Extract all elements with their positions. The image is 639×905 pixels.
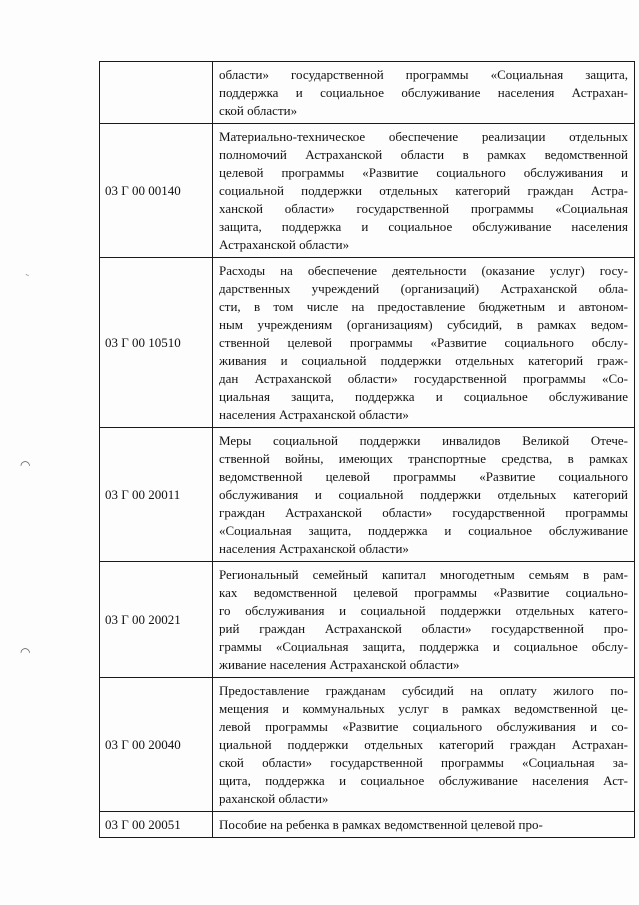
description-line: раханской области» (219, 791, 329, 806)
table-body (100, 62, 635, 838)
description-line: сти, в том числе на предоставление бюджетным и автоном- (219, 299, 628, 314)
target-article-code: 03 Г 00 20021 (100, 562, 213, 678)
description-line: Меры социальной поддержки инвалидов Великой Отече- (219, 433, 628, 448)
expense-description (213, 62, 635, 124)
target-article-code: 03 Г 00 20051 (100, 812, 213, 838)
expense-description (213, 678, 635, 812)
description-line: «Социальная защита, поддержка и социальное обслуживание (219, 523, 628, 538)
description-line: полномочий Астраханской области в рамках ведомственной (219, 147, 628, 162)
expense-description (213, 812, 635, 838)
expense-description (213, 258, 635, 428)
description-line: граммы «Социальная защита, поддержка и социальное обслу- (219, 639, 628, 654)
table-row (100, 562, 635, 678)
description-line: населения Астраханской области» (219, 407, 409, 422)
description-line: социальной поддержки отдельных категорий граждан Астра- (219, 183, 628, 198)
expense-description (213, 124, 635, 258)
description-line: Пособие на ребенка в рамках ведомственной целевой про- (219, 817, 543, 832)
expense-description (213, 428, 635, 562)
description-line: ханской области» государственной программы «Социальная (219, 201, 628, 216)
description-line: дарственных учреждений (организаций) Астраханской обла- (219, 281, 628, 296)
target-article-code: 03 Г 00 00140 (100, 124, 213, 258)
target-article-code: 03 Г 00 20040 (100, 678, 213, 812)
description-line: ведомственной целевой программы «Развитие социального (219, 469, 628, 484)
table-row (100, 678, 635, 812)
target-article-code: 03 Г 00 20011 (100, 428, 213, 562)
description-line: целевой программы «Развитие социального обслуживания и (219, 165, 628, 180)
description-line: левой программы «Развитие социального обслуживания и со- (219, 719, 628, 734)
description-line: рий граждан Астраханской области» государственной про- (219, 621, 628, 636)
target-article-code: 03 Г 00 10510 (100, 258, 213, 428)
expense-description (213, 562, 635, 678)
description-line: ках ведомственной целевой программы «Развитие социально- (219, 585, 628, 600)
description-line: ственной войны, имеющих транспортные средства, в рамках (219, 451, 628, 466)
description-line: ской области» государственной программы «Социальная за- (219, 755, 628, 770)
description-line: щита, поддержка и социальное обслуживание населения Аст- (219, 773, 628, 788)
description-line: населения Астраханской области» (219, 541, 409, 556)
description-line: граждан Астраханской области» государственной программы (219, 505, 628, 520)
description-line: Расходы на обеспечение деятельности (оказание услуг) госу- (219, 263, 628, 278)
description-line: области» государственной программы «Социальная защита, (219, 67, 628, 82)
description-line: мещения и коммунальных услуг в рамках ведомственной це- (219, 701, 628, 716)
margin-speck: ᵗ (23, 272, 35, 279)
table-row (100, 258, 635, 428)
description-line: живания и социальной поддержки отдельных категорий граж- (219, 353, 628, 368)
description-line: циальная защита, поддержка и социальное обслуживание (219, 389, 628, 404)
description-line: обслуживания и социальной поддержки отдельных категорий (219, 487, 628, 502)
description-line: ственной целевой программы «Развитие социального обслу- (219, 335, 628, 350)
table-row (100, 124, 635, 258)
description-line: Предоставление гражданам субсидий на оплату жилого по- (219, 683, 628, 698)
description-line: живание населения Астраханской области» (219, 657, 460, 672)
description-line: го обслуживания и социальной поддержки отдельных катего- (219, 603, 628, 618)
description-line: Материально-техническое обеспечение реализации отдельных (219, 129, 628, 144)
description-line: Региональный семейный капитал многодетным семьям в рам- (219, 567, 628, 582)
budget-classification-table (99, 61, 635, 838)
description-line: Астраханской области» (219, 237, 350, 252)
punch-hole-mark: ◠ (20, 645, 31, 659)
description-line: ным учреждениям (организациям) субсидий, в рамках ведом- (219, 317, 628, 332)
target-article-code (100, 62, 213, 124)
description-line: дан Астраханской области» государственной программы «Со- (219, 371, 628, 386)
table-row (100, 62, 635, 124)
table-row (100, 428, 635, 562)
description-line: циальной поддержки отдельных категорий граждан Астрахан- (219, 737, 628, 752)
punch-hole-mark: ◠ (20, 458, 31, 472)
table-row (100, 812, 635, 838)
description-line: защита, поддержка и социальное обслуживание населения (219, 219, 628, 234)
description-line: поддержка и социальное обслуживание населения Астрахан- (219, 85, 628, 100)
description-line: ской области» (219, 103, 298, 118)
